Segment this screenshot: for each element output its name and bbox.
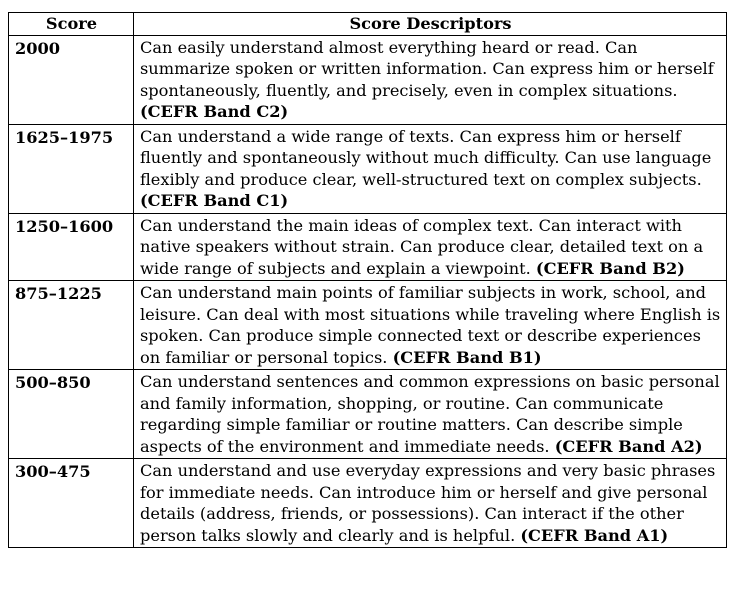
cefr-band-label: (CEFR Band A1): [520, 525, 669, 545]
table-header-row: [9, 13, 727, 36]
table-row: [9, 459, 727, 548]
descriptor-text: Can understand and use everyday expressions and very basic phrases for immediate needs. Can introduce him or herself and give personal details (address, friends, or possessions). Can interact if the other person talks slowly and clearly and is helpful.: [140, 461, 716, 545]
descriptor-text: Can understand main points of familiar subjects in work, school, and leisure. Can deal with most situations while traveling where English is spoken. Can produce simple connected text or describe experiences on familiar or personal topics.: [140, 283, 721, 367]
descriptor-cell: [134, 213, 727, 281]
cefr-band-label: (CEFR Band B2): [535, 258, 685, 278]
descriptors-column-header: Score Descriptors: [134, 13, 727, 36]
descriptor-cell: [134, 459, 727, 548]
descriptor-text: Can easily understand almost everything heard or read. Can summarize spoken or written information. Can express him or herself spontaneously, fluently, and precisely, even in complex situations.: [140, 37, 714, 100]
table-row: [9, 213, 727, 281]
score-cell: 875–1225: [9, 281, 134, 370]
score-column-header: Score: [9, 13, 134, 36]
score-descriptor-table: [8, 12, 727, 548]
descriptor-text: Can understand a wide range of texts. Can express him or herself fluently and spontaneously without much difficulty. Can use language flexibly and produce clear, well-structured text on complex subjects.: [140, 126, 712, 189]
score-cell: 500–850: [9, 370, 134, 459]
table-row: [9, 124, 727, 213]
table-row: [9, 35, 727, 124]
cefr-band-label: (CEFR Band A2): [554, 436, 703, 456]
score-cell: 300–475: [9, 459, 134, 548]
table-row: [9, 370, 727, 459]
descriptor-cell: [134, 124, 727, 213]
cefr-band-label: (CEFR Band C2): [140, 102, 289, 121]
descriptor-text: Can understand the main ideas of complex text. Can interact with native speakers without strain. Can produce clear, detailed text on a wide range of subjects and explain a viewpoint.: [140, 215, 704, 278]
cefr-band-label: (CEFR Band C1): [140, 191, 289, 210]
score-cell: 1250–1600: [9, 213, 134, 281]
score-cell: 1625–1975: [9, 124, 134, 213]
descriptor-cell: [134, 281, 727, 370]
descriptor-cell: [134, 35, 727, 124]
descriptor-text: Can understand sentences and common expressions on basic personal and family information, shopping, or routine. Can communicate regarding simple familiar or routine matters. Can describe simple aspects of the environment and immediate needs.: [140, 372, 720, 456]
score-cell: 2000: [9, 35, 134, 124]
descriptor-cell: [134, 370, 727, 459]
table-row: [9, 281, 727, 370]
cefr-band-label: (CEFR Band B1): [392, 347, 542, 367]
